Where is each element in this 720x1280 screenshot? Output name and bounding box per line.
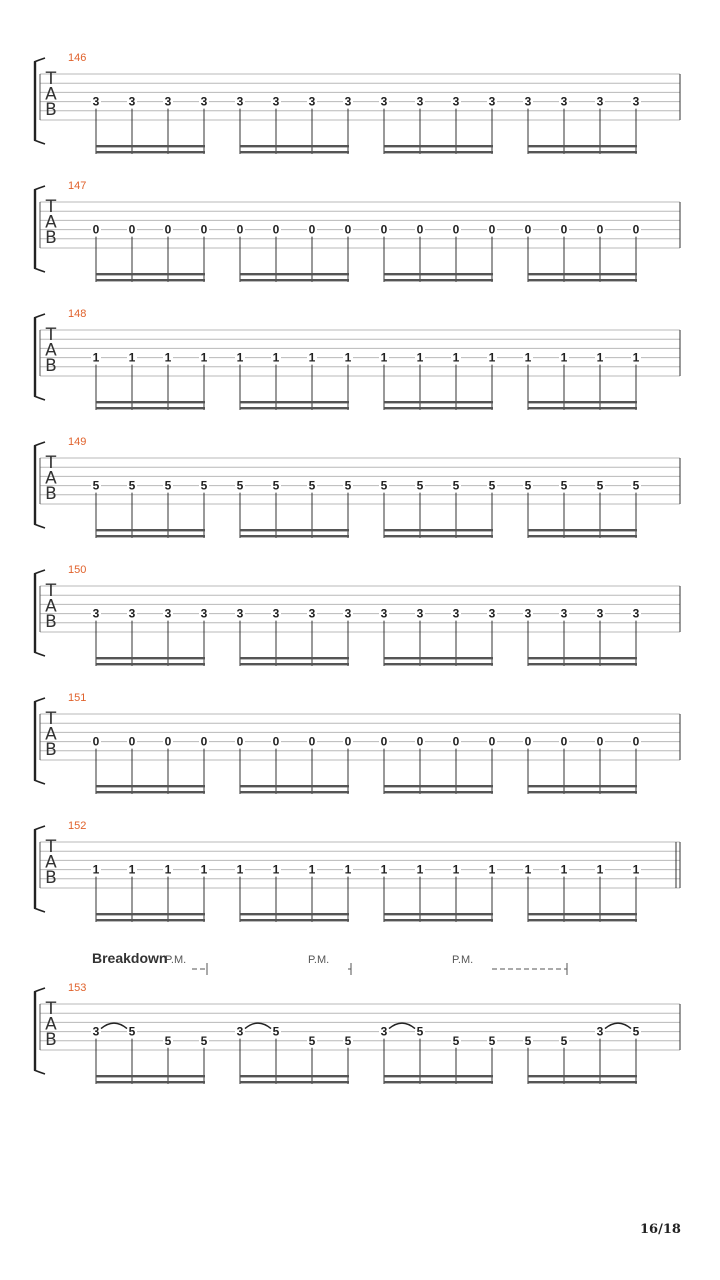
beam xyxy=(96,535,205,537)
tab-note: 3 xyxy=(308,94,316,109)
tab-note: 1 xyxy=(272,862,280,877)
tab-clef-letter: T xyxy=(45,325,57,345)
tab-note: 5 xyxy=(308,1033,316,1048)
tab-note: 1 xyxy=(236,862,244,877)
tab-note: 5 xyxy=(164,1033,172,1048)
tab-note: 3 xyxy=(344,606,352,621)
tab-note: 3 xyxy=(236,1024,244,1039)
beam xyxy=(384,919,493,921)
tab-note: 0 xyxy=(128,734,136,749)
tab-note: 5 xyxy=(344,1033,352,1048)
beam xyxy=(528,279,637,281)
tab-note: 0 xyxy=(452,222,460,237)
beam xyxy=(384,145,493,147)
tab-system xyxy=(34,308,680,410)
beam xyxy=(96,663,205,665)
beam xyxy=(528,529,637,531)
tab-clef-letter: T xyxy=(45,69,57,89)
tab-note: 5 xyxy=(632,1024,640,1039)
tab-note: 0 xyxy=(200,734,208,749)
tab-note: 5 xyxy=(524,478,532,493)
beam xyxy=(240,913,349,915)
beam xyxy=(240,151,349,153)
tab-clef-letter: T xyxy=(45,581,57,601)
tab-clef-letter: T xyxy=(45,999,57,1019)
beam xyxy=(240,145,349,147)
tab-note: 5 xyxy=(164,478,172,493)
tab-note: 0 xyxy=(128,222,136,237)
tab-note: 1 xyxy=(200,350,208,365)
tab-note: 0 xyxy=(92,734,100,749)
tab-note: 1 xyxy=(200,862,208,877)
tab-note: 1 xyxy=(632,350,640,365)
tab-system xyxy=(34,52,680,154)
tab-note: 5 xyxy=(92,478,100,493)
palm-mute-label: P.M. xyxy=(452,954,474,966)
beam xyxy=(528,407,637,409)
beam xyxy=(528,273,637,275)
tab-note: 5 xyxy=(452,478,460,493)
measure-number: 148 xyxy=(68,308,87,320)
tab-note: 5 xyxy=(308,478,316,493)
bracket-top-hook xyxy=(34,442,45,446)
tab-note: 1 xyxy=(344,862,352,877)
tab-note: 1 xyxy=(164,862,172,877)
tab-note: 1 xyxy=(128,862,136,877)
tab-note: 5 xyxy=(560,1033,568,1048)
tab-note: 3 xyxy=(452,606,460,621)
tab-clef-letter: B xyxy=(45,1030,57,1050)
beam xyxy=(528,791,637,793)
beam xyxy=(240,791,349,793)
beam xyxy=(528,535,637,537)
tab-note: 3 xyxy=(524,606,532,621)
tab-note: 1 xyxy=(488,350,496,365)
tab-note: 3 xyxy=(380,606,388,621)
tab-note: 3 xyxy=(632,94,640,109)
tab-note: 0 xyxy=(272,222,280,237)
beam xyxy=(384,535,493,537)
tab-note: 3 xyxy=(380,1024,388,1039)
tab-system xyxy=(34,180,680,282)
tab-note: 0 xyxy=(380,734,388,749)
tab-clef-letter: B xyxy=(45,868,57,888)
bracket-top-hook xyxy=(34,988,45,992)
tab-note: 0 xyxy=(416,222,424,237)
measure-number: 147 xyxy=(68,180,87,192)
tab-clef-letter: B xyxy=(45,356,57,376)
tab-note: 0 xyxy=(452,734,460,749)
beam xyxy=(528,145,637,147)
tab-note: 0 xyxy=(344,734,352,749)
tab-note: 0 xyxy=(236,222,244,237)
tab-note: 0 xyxy=(560,222,568,237)
tab-clef-letter: B xyxy=(45,484,57,504)
tie-arc xyxy=(605,1023,631,1029)
bracket-bottom-hook xyxy=(34,908,45,912)
tab-note: 5 xyxy=(488,478,496,493)
tab-note: 1 xyxy=(632,862,640,877)
tab-note: 5 xyxy=(272,1024,280,1039)
page-number: 16/18 xyxy=(640,1222,681,1237)
tab-note: 3 xyxy=(236,94,244,109)
beam xyxy=(240,407,349,409)
tab-note: 0 xyxy=(308,734,316,749)
tab-note: 0 xyxy=(272,734,280,749)
tab-note: 3 xyxy=(596,1024,604,1039)
tab-note: 5 xyxy=(560,478,568,493)
tab-note: 0 xyxy=(164,222,172,237)
bracket-top-hook xyxy=(34,826,45,830)
beam xyxy=(384,529,493,531)
tab-clef-letter: B xyxy=(45,100,57,120)
beam xyxy=(528,657,637,659)
beam xyxy=(384,273,493,275)
beam xyxy=(528,663,637,665)
tab-note: 1 xyxy=(308,862,316,877)
tab-clef-letter: A xyxy=(45,212,57,233)
tab-clef-letter: T xyxy=(45,197,57,217)
tab-note: 5 xyxy=(236,478,244,493)
beam xyxy=(384,1081,493,1083)
tab-clef-letter: A xyxy=(45,340,57,361)
tab-note: 0 xyxy=(92,222,100,237)
measure-number: 146 xyxy=(68,52,87,64)
tab-note: 3 xyxy=(488,94,496,109)
tab-note: 3 xyxy=(92,1024,100,1039)
tab-note: 3 xyxy=(164,94,172,109)
tie-arc xyxy=(245,1023,271,1029)
tab-note: 3 xyxy=(524,94,532,109)
tab-note: 1 xyxy=(596,350,604,365)
tab-note: 3 xyxy=(380,94,388,109)
tab-system xyxy=(34,436,680,538)
tab-note: 1 xyxy=(452,350,460,365)
tab-system xyxy=(34,564,680,666)
tab-clef-letter: A xyxy=(45,468,57,489)
measure-number: 151 xyxy=(68,692,87,704)
bracket-top-hook xyxy=(34,314,45,318)
beam xyxy=(96,279,205,281)
tab-note: 3 xyxy=(344,94,352,109)
beam xyxy=(96,151,205,153)
tab-note: 3 xyxy=(632,606,640,621)
tab-note: 3 xyxy=(560,94,568,109)
section-label: Breakdown xyxy=(92,950,168,966)
beam xyxy=(240,1081,349,1083)
beam xyxy=(240,785,349,787)
tab-note: 1 xyxy=(596,862,604,877)
beam xyxy=(384,151,493,153)
tab-clef-letter: T xyxy=(45,709,57,729)
tab-note: 5 xyxy=(128,478,136,493)
tab-note: 3 xyxy=(92,606,100,621)
tab-note: 3 xyxy=(128,94,136,109)
tab-note: 5 xyxy=(524,1033,532,1048)
tab-note: 3 xyxy=(128,606,136,621)
tab-note: 1 xyxy=(308,350,316,365)
beam xyxy=(528,401,637,403)
tab-note: 5 xyxy=(200,478,208,493)
tab-clef-letter: B xyxy=(45,740,57,760)
beam xyxy=(240,535,349,537)
beam xyxy=(384,791,493,793)
beam xyxy=(384,657,493,659)
bracket-bottom-hook xyxy=(34,524,45,528)
beam xyxy=(240,1075,349,1077)
tab-note: 0 xyxy=(524,734,532,749)
tab-clef-letter: B xyxy=(45,612,57,632)
tab-note: 0 xyxy=(632,734,640,749)
beam xyxy=(240,279,349,281)
tab-note: 5 xyxy=(416,1024,424,1039)
tab-note: 1 xyxy=(452,862,460,877)
beam xyxy=(528,1075,637,1077)
bracket-top-hook xyxy=(34,698,45,702)
tab-note: 3 xyxy=(272,606,280,621)
bracket-bottom-hook xyxy=(34,780,45,784)
tab-note: 0 xyxy=(308,222,316,237)
beam xyxy=(96,529,205,531)
tab-note: 0 xyxy=(380,222,388,237)
tab-note: 3 xyxy=(488,606,496,621)
tab-note: 1 xyxy=(560,862,568,877)
bracket-bottom-hook xyxy=(34,140,45,144)
tab-system xyxy=(34,692,680,794)
tab-note: 1 xyxy=(128,350,136,365)
tab-clef-letter: B xyxy=(45,228,57,248)
tab-note: 0 xyxy=(632,222,640,237)
beam xyxy=(528,913,637,915)
beam xyxy=(240,919,349,921)
beam xyxy=(96,401,205,403)
tab-note: 0 xyxy=(164,734,172,749)
beam xyxy=(528,151,637,153)
tab-note: 0 xyxy=(236,734,244,749)
bracket-top-hook xyxy=(34,570,45,574)
tab-note: 5 xyxy=(344,478,352,493)
tab-note: 1 xyxy=(344,350,352,365)
tab-note: 1 xyxy=(236,350,244,365)
tab-note: 0 xyxy=(560,734,568,749)
palm-mute-label: P.M. xyxy=(308,954,330,966)
beam xyxy=(96,1081,205,1083)
tab-clef-letter: A xyxy=(45,724,57,745)
tab-note: 0 xyxy=(416,734,424,749)
tab-note: 5 xyxy=(128,1024,136,1039)
tab-note: 3 xyxy=(308,606,316,621)
beam xyxy=(240,529,349,531)
tie-arc xyxy=(101,1023,127,1029)
tab-system xyxy=(34,820,680,922)
beam xyxy=(240,273,349,275)
tab-clef-letter: T xyxy=(45,837,57,857)
tab-note: 1 xyxy=(92,862,100,877)
beam xyxy=(96,919,205,921)
beam xyxy=(96,913,205,915)
tab-note: 3 xyxy=(416,94,424,109)
tab-note: 5 xyxy=(272,478,280,493)
beam xyxy=(240,401,349,403)
tab-note: 1 xyxy=(416,350,424,365)
bracket-bottom-hook xyxy=(34,268,45,272)
beam xyxy=(96,657,205,659)
tab-note: 0 xyxy=(488,734,496,749)
tab-note: 5 xyxy=(488,1033,496,1048)
tab-note: 1 xyxy=(416,862,424,877)
tab-note: 1 xyxy=(164,350,172,365)
tab-note: 5 xyxy=(380,478,388,493)
beam xyxy=(384,785,493,787)
measure-number: 153 xyxy=(68,982,87,994)
tab-note: 1 xyxy=(92,350,100,365)
tab-note: 3 xyxy=(560,606,568,621)
beam xyxy=(528,785,637,787)
tab-clef-letter: A xyxy=(45,1014,57,1035)
tab-note: 3 xyxy=(272,94,280,109)
beam xyxy=(96,273,205,275)
tab-note: 3 xyxy=(200,94,208,109)
tab-note: 5 xyxy=(416,478,424,493)
tab-note: 5 xyxy=(596,478,604,493)
tab-note: 1 xyxy=(524,862,532,877)
tab-clef-letter: A xyxy=(45,84,57,105)
tab-note: 5 xyxy=(200,1033,208,1048)
beam xyxy=(384,913,493,915)
tab-note: 1 xyxy=(524,350,532,365)
tab-note: 3 xyxy=(236,606,244,621)
measure-number: 150 xyxy=(68,564,87,576)
tab-note: 3 xyxy=(164,606,172,621)
tab-note: 1 xyxy=(380,862,388,877)
tab-note: 0 xyxy=(524,222,532,237)
tab-note: 1 xyxy=(488,862,496,877)
palm-mute-markers xyxy=(165,954,567,975)
bracket-top-hook xyxy=(34,58,45,62)
beam xyxy=(96,407,205,409)
beam xyxy=(240,663,349,665)
measure-number: 152 xyxy=(68,820,87,832)
tab-note: 1 xyxy=(272,350,280,365)
tab-note: 5 xyxy=(452,1033,460,1048)
tab-clef-letter: T xyxy=(45,453,57,473)
tab-note: 0 xyxy=(596,222,604,237)
tab-note: 3 xyxy=(92,94,100,109)
tab-clef-letter: A xyxy=(45,596,57,617)
tab-clef-letter: A xyxy=(45,852,57,873)
tab-note: 0 xyxy=(488,222,496,237)
tab-note: 3 xyxy=(452,94,460,109)
beam xyxy=(384,401,493,403)
beam xyxy=(240,657,349,659)
tab-note: 3 xyxy=(596,606,604,621)
tab-note: 3 xyxy=(596,94,604,109)
tab-note: 0 xyxy=(596,734,604,749)
tab-note: 0 xyxy=(344,222,352,237)
beam xyxy=(384,663,493,665)
bracket-bottom-hook xyxy=(34,1070,45,1074)
tab-note: 5 xyxy=(632,478,640,493)
tab-note: 1 xyxy=(380,350,388,365)
bracket-top-hook xyxy=(34,186,45,190)
beam xyxy=(96,791,205,793)
beam xyxy=(96,1075,205,1077)
tie-arc xyxy=(389,1023,415,1029)
tab-note: 1 xyxy=(560,350,568,365)
bracket-bottom-hook xyxy=(34,396,45,400)
beam xyxy=(384,279,493,281)
measure-number: 149 xyxy=(68,436,87,448)
tab-note: 3 xyxy=(200,606,208,621)
beam xyxy=(96,145,205,147)
beam xyxy=(384,1075,493,1077)
bracket-bottom-hook xyxy=(34,652,45,656)
tab-note: 0 xyxy=(200,222,208,237)
beam xyxy=(96,785,205,787)
palm-mute-label: P.M. xyxy=(165,954,187,966)
tab-system xyxy=(34,982,680,1084)
tab-note: 3 xyxy=(416,606,424,621)
beam xyxy=(528,919,637,921)
beam xyxy=(528,1081,637,1083)
beam xyxy=(384,407,493,409)
